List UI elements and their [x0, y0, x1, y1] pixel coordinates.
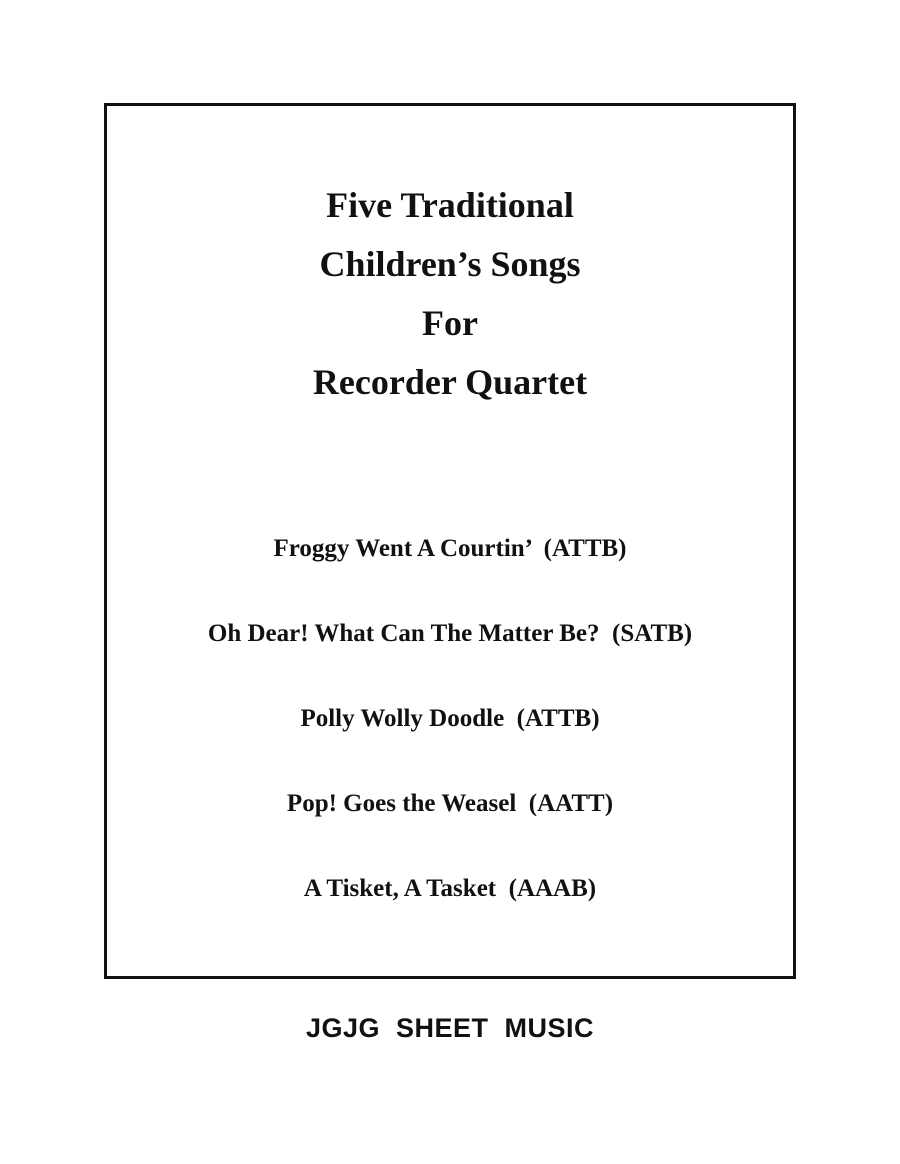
cover-title [107, 176, 793, 412]
song-title: A Tisket, A Tasket (AAAB) [303, 875, 597, 902]
song-title: Froggy Went A Courtin’ (ATTB) [273, 535, 627, 562]
title-line: Recorder Quartet [312, 362, 588, 402]
song-title: Pop! Goes the Weasel (AATT) [286, 790, 614, 817]
song-title: Polly Wolly Doodle (ATTB) [300, 705, 600, 732]
title-line: Five Traditional [326, 185, 574, 225]
title-line: Children’s Songs [319, 244, 581, 284]
title-line: For [422, 303, 478, 343]
cover-frame [104, 103, 796, 979]
publisher-name: JGJG SHEET MUSIC [305, 1013, 595, 1043]
song-title: Oh Dear! What Can The Matter Be? (SATB) [207, 620, 693, 647]
song-list [107, 534, 793, 959]
